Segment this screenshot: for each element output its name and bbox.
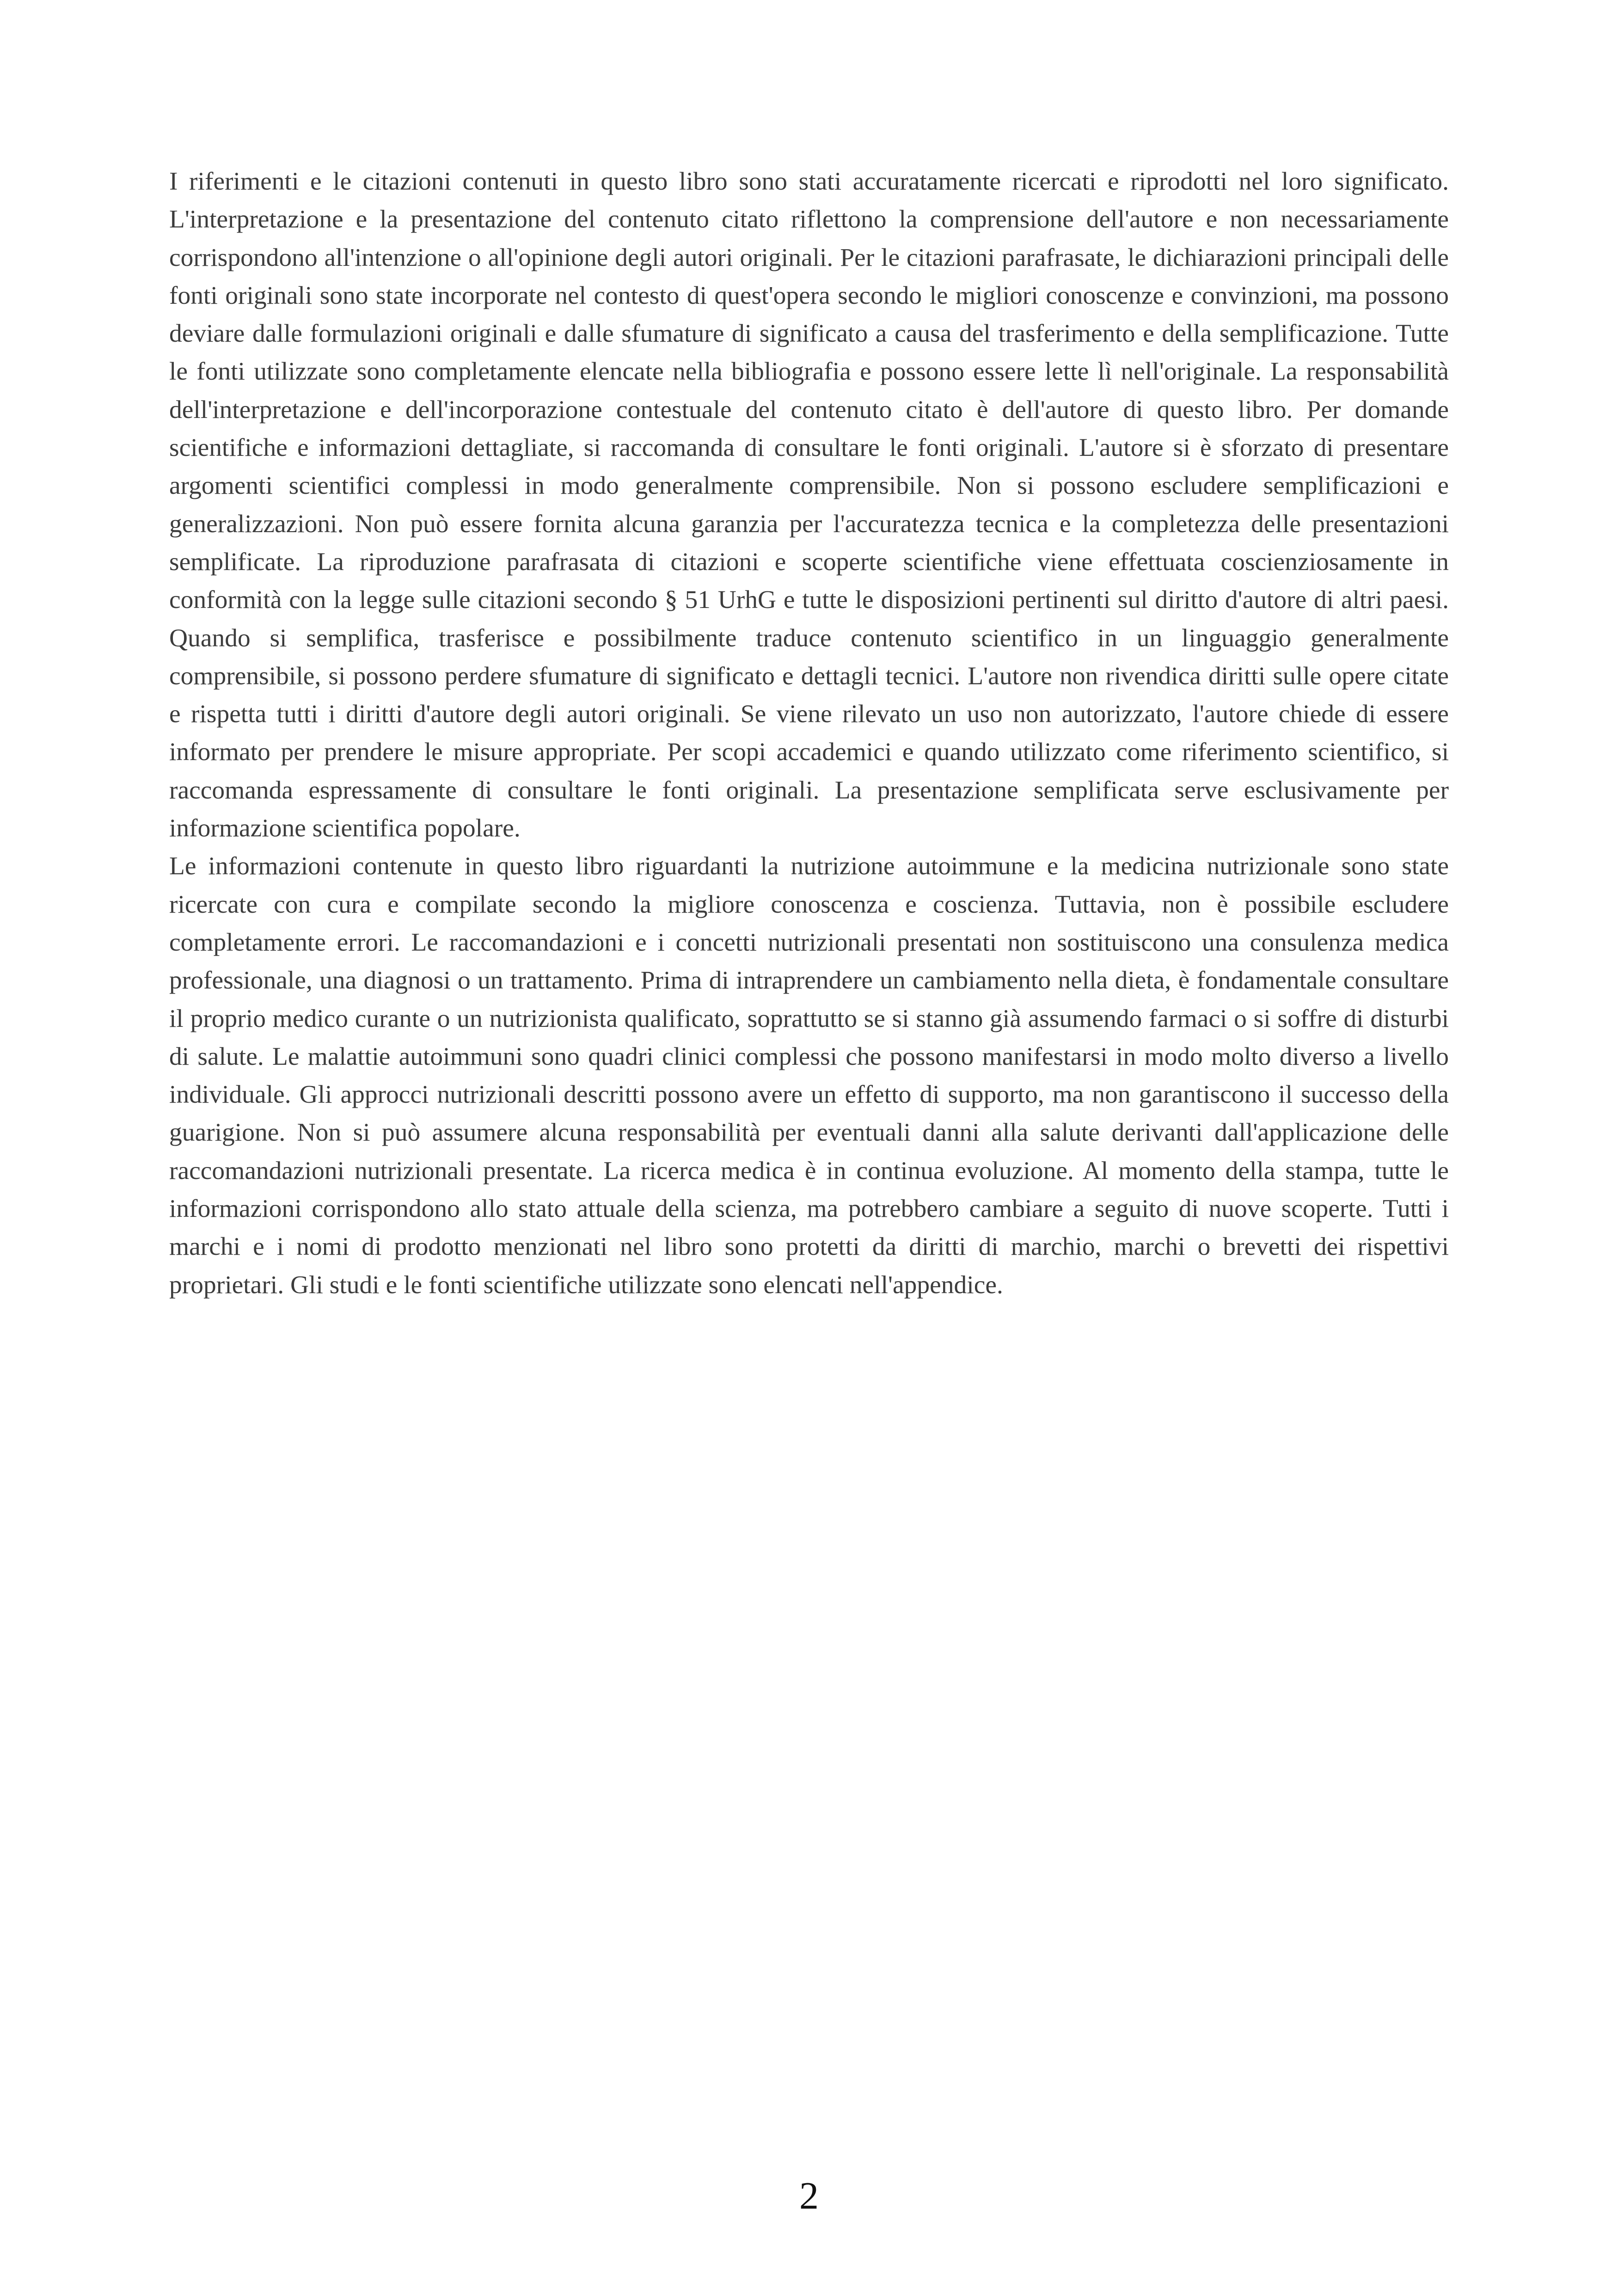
- disclaimer-medical-paragraph: Le informazioni contenute in questo libro riguardanti la nutrizione autoimmune e la medicina nutrizionale sono state ricercate con cura e compilate secondo la migliore conoscenza e coscienza. Tuttavia, non è possibile escludere completamente errori. Le raccomandazioni e i concetti nutrizionali presentati non sostituiscono una consulenza medica professionale, una diagnosi o un trattamento. Prima di intraprendere un cambiamento nella dieta, è fondamentale consultare il proprio medico curante o un nutrizionista qualificato, soprattutto se si stanno già assumendo farmaci o si soffre di disturbi di salute. Le malattie autoimmuni sono quadri clinici complessi che possono manifestarsi in modo molto diverso a livello individuale. Gli approcci nutrizionali descritti possono avere un effetto di supporto, ma non garantiscono il successo della guarigione. Non si può assumere alcuna responsabilità per eventuali danni alla salute derivanti dall'applicazione delle raccomandazioni nutrizionali presentate. La ricerca medica è in continua evoluzione. Al momento della stampa, tutte le informazioni corrispondono allo stato attuale della scienza, ma potrebbero cambiare a seguito di nuove scoperte. Tutti i marchi e i nomi di prodotto menzionati nel libro sono protetti da diritti di marchio, marchi o brevetti dei rispettivi proprietari. Gli studi e le fonti scientifiche utilizzate sono elencati nell'appendice.: [169, 852, 1449, 1299]
- page-number: 2: [799, 2174, 819, 2217]
- body-text: [169, 163, 1449, 1304]
- disclaimer-citations-paragraph: I riferimenti e le citazioni contenuti in questo libro sono stati accuratamente ricercati e riprodotti nel loro significato. L'interpretazione e la presentazione del contenuto citato riflettono la comprensione dell'autore e non necessariamente corrispondono all'intenzione o all'opinione degli autori originali. Per le citazioni parafrasate, le dichiarazioni principali delle fonti originali sono state incorporate nel contesto di quest'opera secondo le migliori conoscenze e convinzioni, ma possono deviare dalle formulazioni originali e dalle sfumature di significato a causa del trasferimento e della semplificazione. Tutte le fonti utilizzate sono completamente elencate nella bibliografia e possono essere lette lì nell'originale. La responsabilità dell'interpretazione e dell'incorporazione contestuale del contenuto citato è dell'autore di questo libro. Per domande scientifiche e informazioni dettagliate, si raccomanda di consultare le fonti originali. L'autore si è sforzato di presentare argomenti scientifici complessi in modo generalmente comprensibile. Non si possono escludere semplificazioni e generalizzazioni. Non può essere fornita alcuna garanzia per l'accuratezza tecnica e la completezza delle presentazioni semplificate. La riproduzione parafrasata di citazioni e scoperte scientifiche viene effettuata coscienziosamente in conformità con la legge sulle citazioni secondo § 51 UrhG e tutte le disposizioni pertinenti sul diritto d'autore di altri paesi. Quando si semplifica, trasferisce e possibilmente traduce contenuto scientifico in un linguaggio generalmente comprensibile, si possono perdere sfumature di significato e dettagli tecnici. L'autore non rivendica diritti sulle opere citate e rispetta tutti i diritti d'autore degli autori originali. Se viene rilevato un uso non autorizzato, l'autore chiede di essere informato per prendere le misure appropriate. Per scopi accademici e quando utilizzato come riferimento scientifico, si raccomanda espressamente di consultare le fonti originali. La presentazione semplificata serve esclusivamente per informazione scientifica popolare.: [169, 167, 1449, 843]
